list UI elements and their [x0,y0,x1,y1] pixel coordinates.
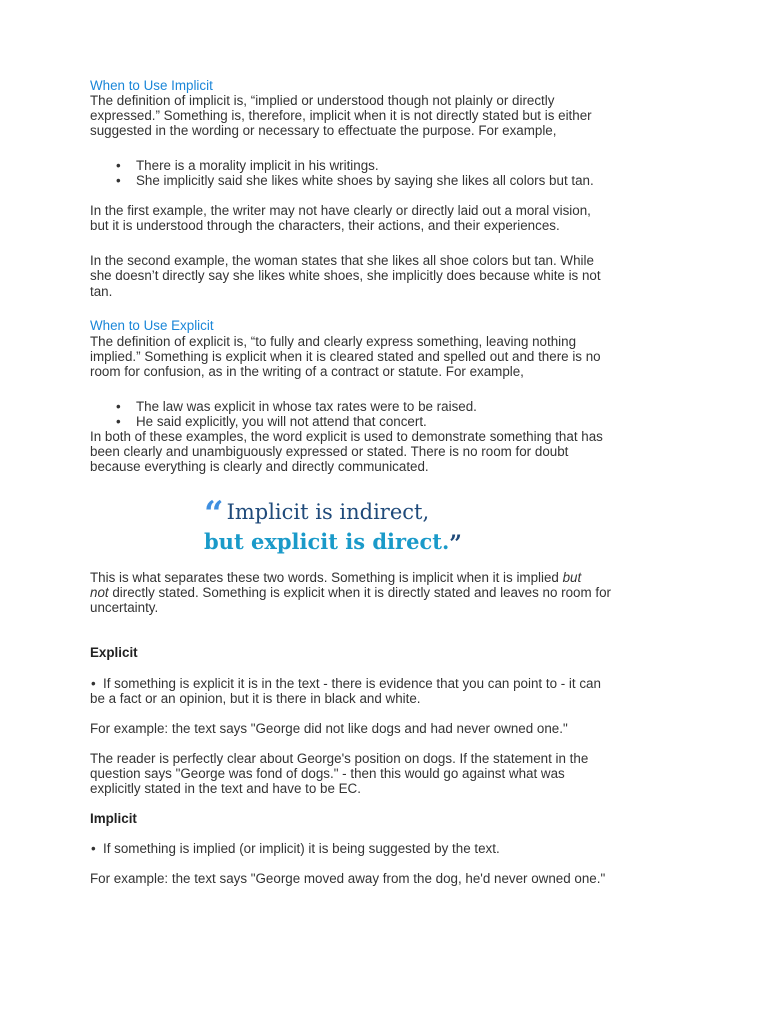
paragraph-line: been clearly and unambiguously expressed or stated. There is no room for doubt [90,444,569,459]
quote-line-1: Implicit is indirect, [226,500,430,524]
paragraph-line: uncertainty. [90,600,159,615]
bullet-icon: • [91,841,96,856]
italic-text: not [90,585,109,600]
text: directly stated. Something is explicit when it is directly stated and leaves no room for [108,585,612,600]
bullet-icon: • [91,676,96,691]
paragraph-line: In both of these examples, the word explicit is used to demonstrate something that has [90,429,603,444]
paragraph-line: because everything is clearly and directly communicated. [90,459,429,474]
paragraph-line: For example: the text says "George moved away from the dog, he'd never owned one." [90,871,606,886]
paragraph-line: question says "George was fond of dogs." - then this would go against what was [90,766,565,781]
quote-image [204,494,462,558]
list-item: There is a morality implicit in his writings. [136,158,379,173]
paragraph-line: explicitly stated in the text and have to be EC. [90,781,361,796]
paragraph-line [90,570,581,586]
paragraph-line: she doesn’t directly say she likes white shoes, she implicitly does because white is not [90,268,601,283]
paragraph-line: In the first example, the writer may not have clearly or directly laid out a moral vision, [90,203,591,218]
explicit-definition-line: implied.” Something is explicit when it is cleared stated and spelled out and there is no [90,349,601,364]
paragraph-line: but it is understood through the characters, their actions, and their experiences. [90,218,560,233]
paragraph-line [90,585,611,601]
paragraph-line: In the second example, the woman states that she likes all shoe colors but tan. While [90,253,594,268]
explicit-definition-line: The definition of explicit is, “to fully and clearly express something, leaving nothing [90,334,577,349]
explicit-definition-line: room for confusion, as in the writing of a contract or statute. For example, [90,364,524,379]
list-item: If something is explicit it is in the text - there is evidence that you can point to - it can [103,676,601,691]
text: This is what separates these two words. Something is implicit when it is implied [90,570,563,585]
heading-implicit-notes: Implicit [90,811,137,826]
open-quote-icon: “ [204,494,221,534]
implicit-definition-line: expressed.” Something is, therefore, implicit when it is not directly stated but is either [90,108,592,123]
bullet-icon: • [116,158,121,173]
heading-implicit: When to Use Implicit [90,78,213,93]
bullet-icon: • [116,173,121,188]
implicit-definition-line: suggested in the wording or necessary to effectuate the purpose. For example, [90,123,557,138]
heading-explicit: When to Use Explicit [90,318,214,333]
heading-explicit-notes: Explicit [90,645,138,660]
bullet-icon: • [116,414,121,429]
paragraph-line: tan. [90,284,113,299]
close-quote-icon: ” [449,531,462,557]
implicit-definition-line: The definition of implicit is, “implied or understood though not plainly or directly [90,93,555,108]
list-item: She implicitly said she likes white shoes by saying she likes all colors but tan. [136,173,594,188]
italic-text: but [562,570,582,585]
paragraph-line: The reader is perfectly clear about George's position on dogs. If the statement in the [90,751,589,766]
paragraph-line: be a fact or an opinion, but it is there in black and white. [90,691,421,706]
list-item: If something is implied (or implicit) it is being suggested by the text. [103,841,500,856]
list-item: He said explicitly, you will not attend that concert. [136,414,427,429]
quote-line-2: but explicit is direct. [204,529,450,554]
list-item: The law was explicit in whose tax rates were to be raised. [136,399,477,414]
paragraph-line: For example: the text says "George did not like dogs and had never owned one." [90,721,568,736]
bullet-icon: • [116,399,121,414]
